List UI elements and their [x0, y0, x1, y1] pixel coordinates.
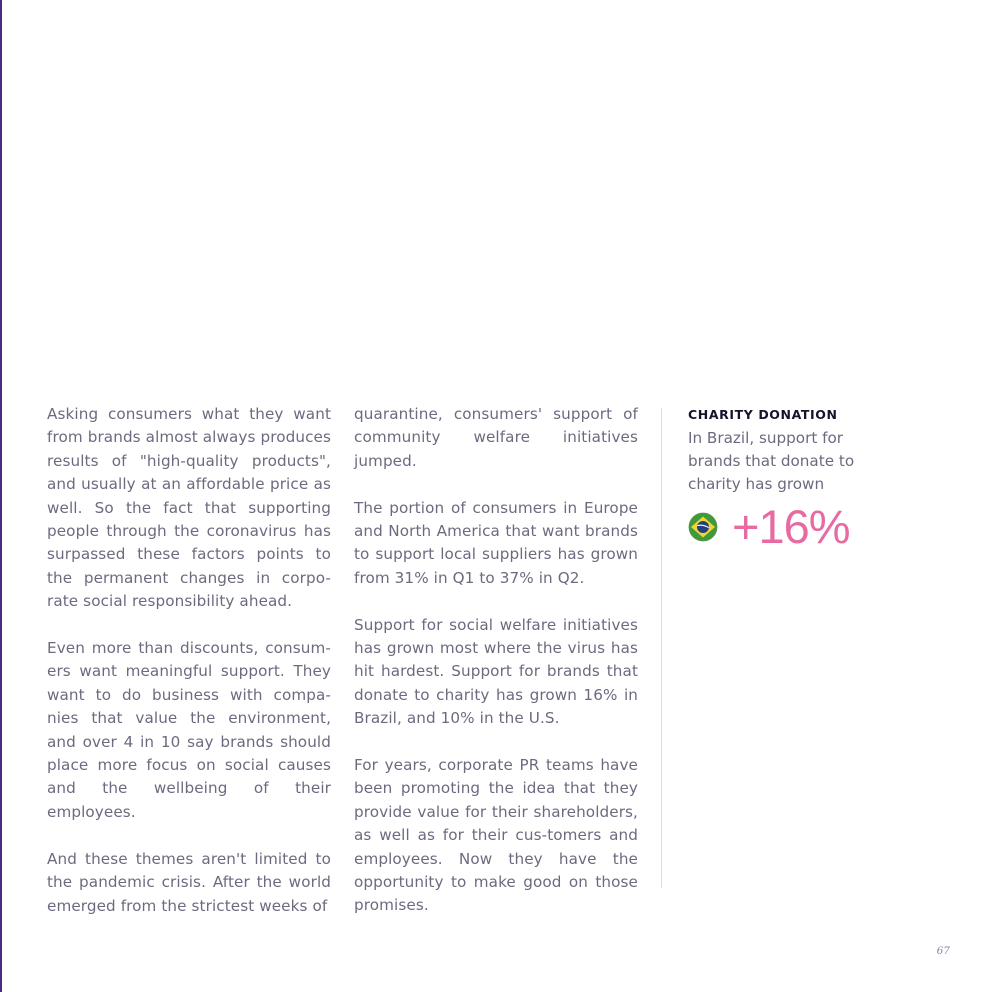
stat-row: [688, 499, 868, 553]
text-column-1: [47, 403, 331, 941]
paragraph: quarantine, consumers' support of community welfare initiatives jumped.: [354, 405, 638, 470]
left-edge-rule: [0, 0, 2, 992]
paragraph: And these themes aren't limited to the pandemic crisis. After the world emerged from the strictest weeks of: [47, 849, 331, 915]
paragraph: Asking consumers what they want from brands almost always produces results of "high-quality products", and usually at an affordable price as well. So the fact that supporting people through the coronavirus has surpassed these factors points to the permanent changes in corpo-rate social responsibility ahead.: [47, 405, 331, 611]
stat-value: +16%: [732, 499, 850, 553]
paragraph: Even more than discounts, consum-ers want meaningful support. They want to do business with compa-nies that value the environment, and over 4 in 10 say brands should place more focus on social causes and the wellbeing of their employees.: [47, 639, 331, 821]
page-number: 67: [936, 945, 950, 957]
brazil-flag-icon: [688, 512, 718, 542]
column-divider: [661, 408, 662, 888]
text-column-2: [354, 403, 638, 941]
paragraph: The portion of consumers in Europe and North America that want brands to support local suppliers has grown from 31% in Q1 to 37% in Q2.: [354, 498, 638, 587]
sidebar-text: In Brazil, support for brands that donate to charity has grown: [688, 429, 855, 494]
paragraph: For years, corporate PR teams have been promoting the idea that they provide value for their shareholders, as well as for their cus-tomers and employees. Now they have the opportunity to make good on those promises.: [354, 756, 638, 915]
stat-sidebar: [688, 405, 868, 551]
sidebar-heading: CHARITY DONATION: [688, 407, 838, 422]
paragraph: Support for social welfare initiatives has grown most where the virus has hit hardest. Support for brands that donate to charity has grown 16% in Brazil, and 10% in the U.S.: [354, 615, 638, 728]
